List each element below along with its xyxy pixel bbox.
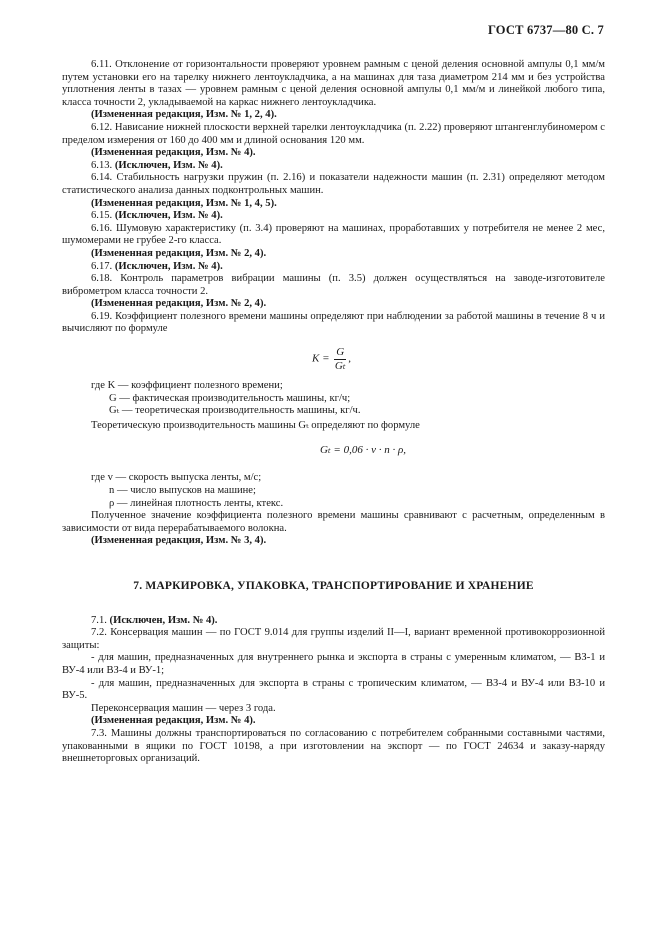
clause-6-12: 6.12. Нависание нижней плоскости верхней тарелки лентоукладчика (п. 2.22) проверяют штангенглубиномером с пределом измерения от 160 до 400 мм и длиной основания 120 мм.: [62, 121, 605, 146]
formula-k-denominator: Gₜ: [334, 359, 346, 372]
clause-7-2-item-1: - для машин, предназначенных для внутреннего рынка и экспорта в страны с умеренным климатом, — ВЗ-1 и ВУ-4 или ВЗ-4 и ВУ-1;: [62, 652, 605, 676]
clause-number: 6.13.: [91, 159, 113, 171]
clause-7-2-item-2: - для машин, предназначенных для экспорта в страны с тропическим климатом, — ВЗ-4 и ВУ-4 или ВЗ-10 и ВУ-5.: [62, 677, 605, 702]
excluded-note: (Исключен, Изм. № 4).: [109, 614, 218, 626]
formula-k-fraction: [334, 346, 346, 372]
edit-note-7-2: (Измененная редакция, Изм. № 4).: [91, 715, 256, 727]
definition-rho: ρ — линейная плотность ленты, ктекс.: [109, 497, 284, 509]
edit-note-6-16: (Измененная редакция, Изм. № 2, 4).: [91, 247, 267, 259]
definition-v-text: v — скорость выпуска ленты, м/с;: [107, 472, 262, 484]
clause-number: 6.15.: [91, 210, 113, 222]
clause-number: 7.1.: [91, 614, 107, 626]
definition-v: [62, 472, 605, 485]
formula-k-numerator: G: [336, 346, 345, 359]
theoretical-intro: Теоретическую производительность машины Gₜ определяют по формуле: [91, 419, 420, 431]
formula-k-tail: ,: [348, 352, 351, 365]
page-header: ГОСТ 6737—80 С. 7: [487, 23, 604, 37]
section-7-title: 7. МАРКИРОВКА, УПАКОВКА, ТРАНСПОРТИРОВАНИЕ И ХРАНЕНИЕ: [133, 580, 534, 592]
clause-6-13: [62, 160, 605, 173]
definition-gt: Gₜ — теоретическая производительность машины, кг/ч.: [109, 405, 361, 417]
clause-7-1: [62, 615, 605, 628]
document-body: [62, 59, 605, 766]
clause-7-2-reconservation: Переконсервация машин — через 3 года.: [91, 702, 276, 714]
clause-6-18: 6.18. Контроль параметров вибрации машины (п. 3.5) должен осуществляться на заводе-изготовителе виброметром класса точности 2.: [62, 273, 605, 297]
formula-k-expression: [312, 346, 351, 372]
clause-7-2: 7.2. Консервация машин — по ГОСТ 9.014 для группы изделий II—I, вариант временной противокоррозионной защиты:: [62, 627, 605, 651]
formula-gt-expression: Gₜ = 0,06 · v · n · ρ,: [320, 444, 406, 457]
edit-note-6-18: (Измененная редакция, Изм. № 2, 4).: [91, 298, 267, 310]
where-label: где: [91, 472, 105, 484]
clause-number: 6.17.: [91, 260, 113, 272]
definition-n: n — число выпусков на машине;: [109, 485, 256, 497]
clause-6-17: [62, 261, 605, 274]
clause-6-14: 6.14. Стабильность нагрузки пружин (п. 2.16) и показатели надежности машин (п. 2.31) определяют методом статистического анализа данных подконтрольных машин.: [62, 172, 605, 196]
edit-note-6-19: (Измененная редакция, Изм. № 3, 4).: [91, 535, 267, 547]
excluded-note: (Исключен, Изм. № 4).: [114, 159, 223, 171]
definition-k: [62, 380, 605, 393]
definition-g: G — фактическая производительность машины, кг/ч;: [109, 392, 351, 404]
edit-note-6-14: (Измененная редакция, Изм. № 1, 4, 5).: [91, 197, 277, 209]
result-paragraph: Полученное значение коэффициента полезного времени машины сравнивают с расчетным, определенным в зависимости от вида перерабатываемого волокна.: [62, 510, 605, 534]
edit-note-6-11: (Измененная редакция, Изм. № 1, 2, 4).: [91, 109, 277, 121]
clause-7-3: 7.3. Машины должны транспортироваться по согласованию с потребителем собранными составными частями, упакованными в ящики по ГОСТ 10198, а при изготовлении на экспорт — по ГОСТ 24634 и заказу-наряду внешнеторговых организаций.: [62, 727, 605, 765]
clause-6-16: 6.16. Шумовую характеристику (п. 3.4) проверяют на машинах, проработавших у потребителя не менее 2 мес, шумомерами не грубее 2-го класса.: [62, 222, 605, 247]
excluded-note: (Исключен, Изм. № 4).: [114, 210, 223, 222]
formula-gt: [62, 432, 605, 472]
clause-6-15: [62, 210, 605, 223]
edit-note-6-12: (Измененная редакция, Изм. № 4).: [91, 147, 256, 159]
where-label: где: [91, 380, 105, 392]
clause-6-19: 6.19. Коэффициент полезного времени машины определяют при наблюдении за работой машины в течение 8 ч и вычисляют по формуле: [62, 310, 605, 335]
formula-k-lhs: K =: [312, 352, 330, 365]
clause-6-11: 6.11. Отклонение от горизонтальности проверяют уровнем рамным с ценой деления основной ампулы 0,1 мм/м путем установки его на тарелку нижнего лентоукладчика, а на машинах для таза диаметром 214 мм и без устройства уплотнения ленты в тазах — уровнем рамным с ценой деления основной ампулы 0,1 мм/м и линейкой любого типа, класса точности 2, укладываемой на каркас нижнего лентоукладчика.: [62, 59, 605, 108]
definition-k-text: K — коэффициент полезного времени;: [107, 380, 283, 392]
formula-k: [62, 336, 605, 380]
excluded-note: (Исключен, Изм. № 4).: [114, 260, 223, 272]
